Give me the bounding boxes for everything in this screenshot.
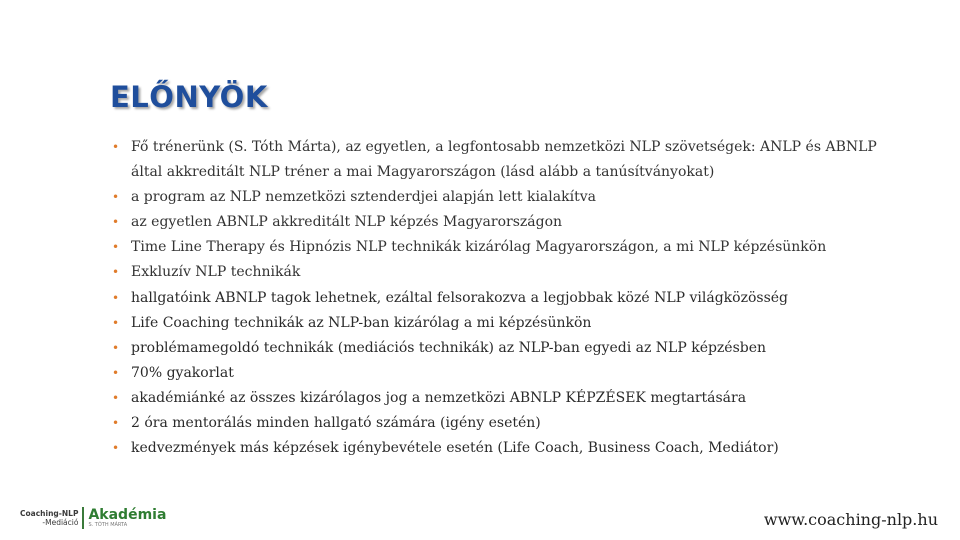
bullet-dot-icon: • xyxy=(112,240,120,255)
list-item xyxy=(112,411,912,436)
list-item-text: a program az NLP nemzetközi sztenderdjei alapján lett kialakítva xyxy=(131,189,596,206)
bullet-list xyxy=(112,135,912,461)
list-item-text: Exkluzív NLP technikák xyxy=(131,264,301,281)
website-url: www.coaching-nlp.hu xyxy=(763,510,938,529)
list-item xyxy=(112,386,912,411)
bullet-dot-icon: • xyxy=(112,290,120,305)
bullet-dot-icon: • xyxy=(112,315,120,330)
logo-subtitle: S. TÓTH MÁRTA xyxy=(88,522,128,528)
list-item-text: Fő trénerünk (S. Tóth Márta), az egyetlen, a legfontosabb nemzetközi NLP szövetségek: ANLP és ABNLP által akkreditált NLP tréner a mai Magyarországon (lásd alább a tanúsítványokat) xyxy=(131,139,877,181)
list-item-text: Life Coaching technikák az NLP-ban kizárólag a mi képzésünkön xyxy=(131,314,592,331)
logo-wordmark xyxy=(20,509,78,527)
list-item-text: hallgatóink ABNLP tagok lehetnek, ezáltal felsorakozva a legjobbak közé NLP világközösség xyxy=(131,289,789,306)
list-item xyxy=(112,286,912,311)
logo-brand: Akadémia xyxy=(88,507,167,523)
list-item-text: problémamegoldó technikák (mediációs technikák) az NLP-ban egyedi az NLP képzésben xyxy=(131,339,767,356)
list-item-text: az egyetlen ABNLP akkreditált NLP képzés Magyarországon xyxy=(131,214,563,231)
list-item xyxy=(112,135,912,185)
list-item-text: kedvezmények más képzések igénybevétele esetén (Life Coach, Business Coach, Mediátor) xyxy=(131,440,779,457)
bullet-dot-icon: • xyxy=(112,190,120,205)
list-item xyxy=(112,336,912,361)
slide-title: ELŐNYÖK xyxy=(110,80,268,114)
logo-divider xyxy=(82,507,84,529)
list-item-text: akadémiánké az összes kizárólagos jog a nemzetközi ABNLP KÉPZÉSEK megtartására xyxy=(131,389,747,406)
list-item xyxy=(112,260,912,285)
academy-logo xyxy=(20,505,166,531)
bullet-dot-icon: • xyxy=(112,390,120,405)
list-item-text: Time Line Therapy és Hipnózis NLP technikák kizárólag Magyarországon, a mi NLP képzésünkön xyxy=(131,239,827,256)
logo-line-2: -Mediáció xyxy=(42,518,79,527)
logo-brand-block xyxy=(88,508,166,528)
list-item xyxy=(112,185,912,210)
list-item xyxy=(112,235,912,260)
list-item xyxy=(112,311,912,336)
bullet-dot-icon: • xyxy=(112,416,120,431)
list-item xyxy=(112,436,912,461)
list-item xyxy=(112,361,912,386)
bullet-dot-icon: • xyxy=(112,365,120,380)
bullet-dot-icon: • xyxy=(112,265,120,280)
bullet-dot-icon: • xyxy=(112,441,120,456)
logo-line-1: Coaching-NLP xyxy=(20,509,79,518)
list-item-text: 70% gyakorlat xyxy=(131,364,234,381)
bullet-dot-icon: • xyxy=(112,340,120,355)
list-item-text: 2 óra mentorálás minden hallgató számára (igény esetén) xyxy=(131,415,541,432)
bullet-dot-icon: • xyxy=(112,140,120,154)
bullet-dot-icon: • xyxy=(112,215,120,230)
list-item xyxy=(112,210,912,235)
